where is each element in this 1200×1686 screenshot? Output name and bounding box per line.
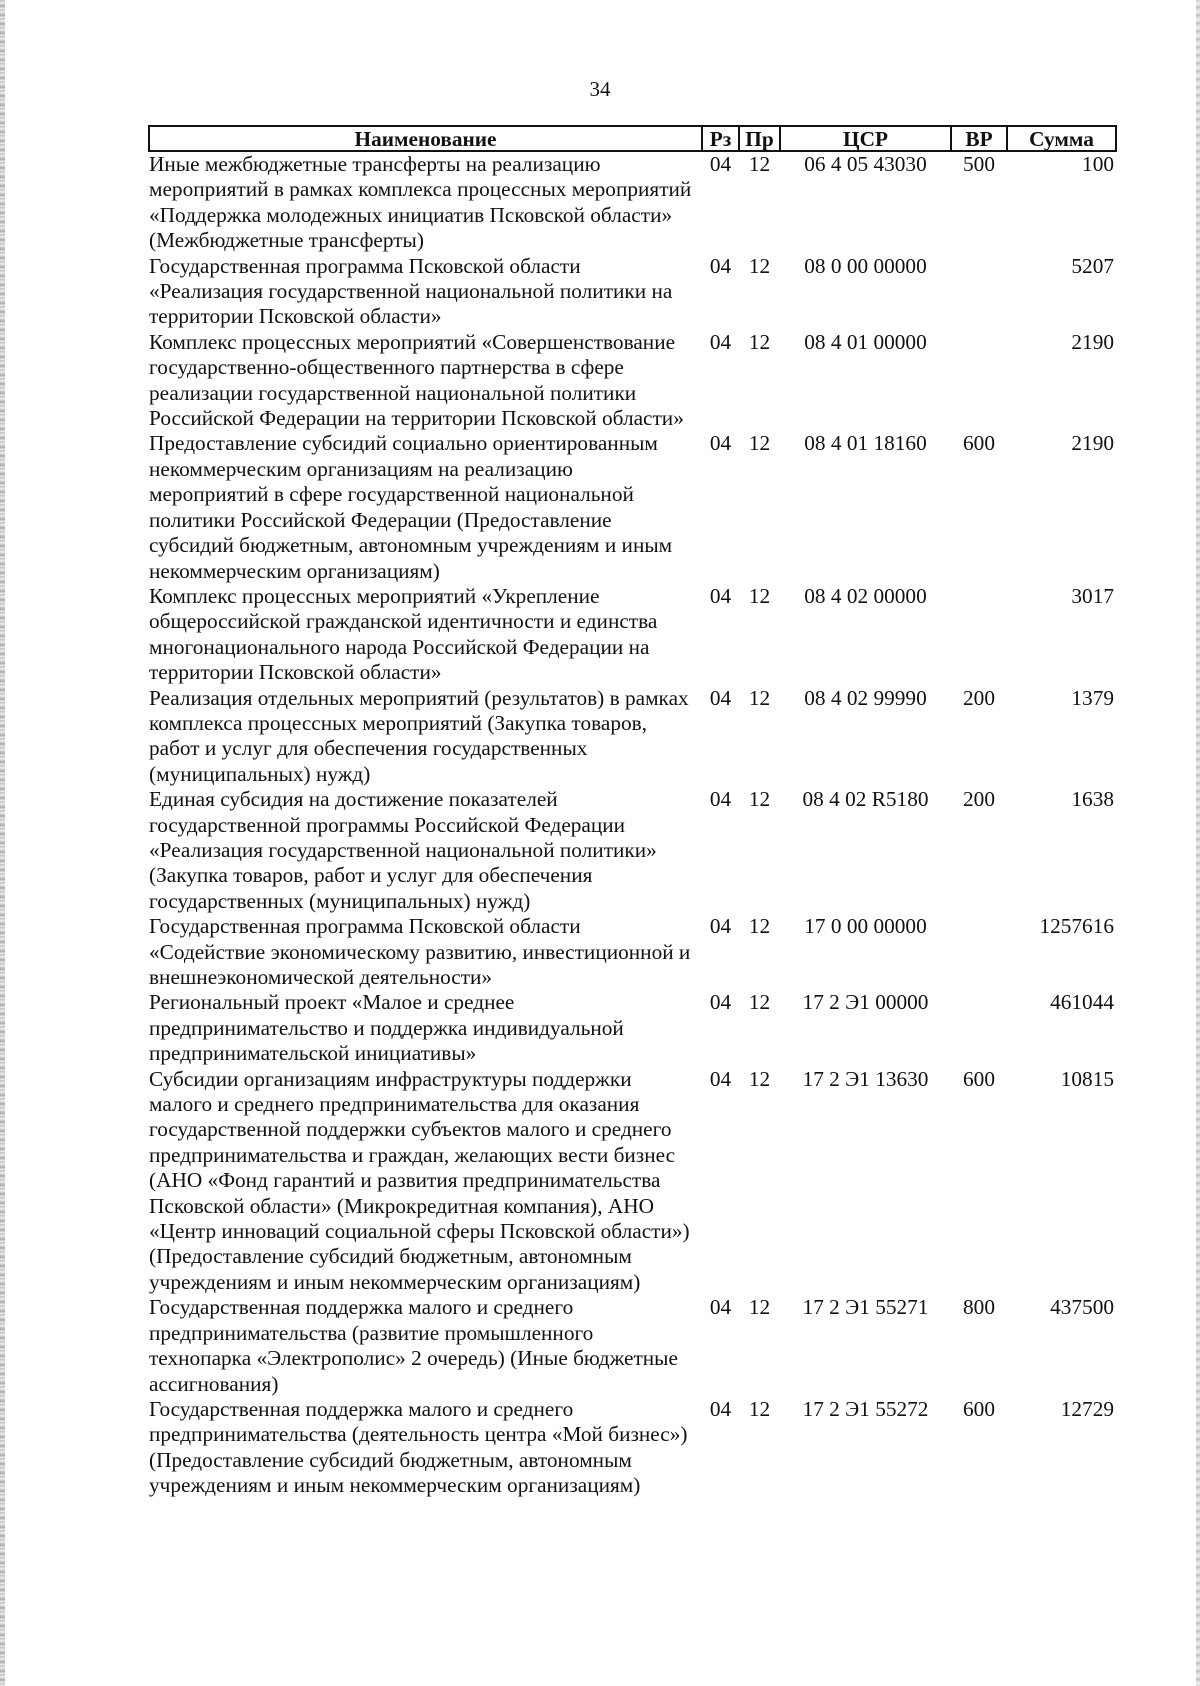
scan-edge-left (0, 0, 5, 1686)
header-vr: ВР (951, 126, 1007, 151)
row-csr: 17 0 00 00000 (804, 914, 927, 939)
row-csr: 17 2 Э1 13630 (802, 1066, 929, 1091)
row-sum: 2190 (1071, 431, 1114, 456)
table-row (149, 1067, 1116, 1296)
row-sum: 12729 (1060, 1396, 1114, 1421)
row-sum: 1638 (1071, 787, 1114, 812)
header-csr: ЦСР (780, 126, 951, 151)
row-vr: 600 (963, 1396, 995, 1421)
row-pr: 12 (748, 1295, 771, 1320)
row-vr: 200 (963, 685, 995, 710)
row-sum: 1257616 (1039, 914, 1114, 939)
budget-table (148, 125, 1117, 1499)
header-rz: Рз (702, 126, 739, 151)
row-sum: 100 (1082, 152, 1114, 176)
row-name: Реализация отдельных мероприятий (результатов) в рамках комплекса процессных мероприятий (Закупка товаров, работ и услуг для обеспечения государственных (муниципальных) нужд) (149, 685, 689, 786)
table-row (149, 431, 1116, 583)
row-csr: 08 4 02 00000 (804, 583, 927, 608)
row-csr: 08 4 01 18160 (804, 431, 927, 456)
row-name: Иные межбюджетные трансферты на реализацию мероприятий в рамках комплекса процессных мероприятий «Поддержка молодежных инициатив Псковской области» (Межбюджетные трансферты) (149, 152, 692, 253)
row-sum: 10815 (1060, 1066, 1114, 1091)
table-row (149, 330, 1116, 432)
table-row (149, 1295, 1116, 1397)
row-rz: 04 (709, 787, 732, 812)
row-pr: 12 (748, 329, 771, 354)
row-csr: 08 0 00 00000 (804, 253, 927, 278)
row-sum: 1379 (1071, 685, 1114, 710)
page-number: 34 (589, 77, 611, 101)
row-csr: 06 4 05 43030 (804, 152, 927, 176)
row-rz: 04 (709, 253, 732, 278)
row-name: Государственная поддержка малого и среднего предпринимательства (развитие промышленного технопарка «Электрополис» 2 очередь) (Иные бюджетные ассигнования) (149, 1295, 678, 1396)
table-row (149, 584, 1116, 686)
row-name: Региональный проект «Малое и среднее предпринимательство и поддержка индивидуальной предпринимательской инициативы» (149, 990, 624, 1066)
row-pr: 12 (748, 990, 771, 1015)
table-body (149, 151, 1116, 1499)
row-rz: 04 (709, 583, 732, 608)
row-csr: 17 2 Э1 55272 (802, 1396, 929, 1421)
row-pr: 12 (748, 787, 771, 812)
table-row (149, 151, 1116, 254)
row-rz: 04 (709, 431, 732, 456)
header-pr: Пр (739, 126, 780, 151)
header-name: Наименование (149, 126, 702, 151)
row-name: Государственная поддержка малого и среднего предпринимательства (деятельность центра «Мой бизнес») (Предоставление субсидий бюджетным, автономным учреждениям и иным некоммерческим организациям) (149, 1396, 688, 1498)
row-pr: 12 (748, 685, 771, 710)
row-name: Комплекс процессных мероприятий «Совершенствование государственно-общественного партнерства в сфере реализации государственной национальной политики Российской Федерации на территории Псковской области» (149, 329, 684, 431)
row-pr: 12 (748, 1066, 771, 1091)
row-sum: 3017 (1071, 583, 1114, 608)
row-csr: 17 2 Э1 00000 (802, 990, 929, 1015)
table-row (149, 686, 1116, 788)
row-pr: 12 (748, 914, 771, 939)
row-sum: 437500 (1050, 1295, 1114, 1320)
row-csr: 17 2 Э1 55271 (802, 1295, 929, 1320)
row-pr: 12 (748, 253, 771, 278)
row-pr: 12 (748, 583, 771, 608)
row-sum: 2190 (1071, 329, 1114, 354)
row-pr: 12 (748, 431, 771, 456)
row-vr (951, 990, 1007, 1066)
row-name: Комплекс процессных мероприятий «Укрепление общероссийской гражданской идентичности и единства многонационального народа Российской Федерации на территории Псковской области» (149, 583, 658, 685)
row-pr: 12 (748, 1396, 771, 1421)
row-vr: 200 (963, 787, 995, 812)
row-rz: 04 (709, 1066, 732, 1091)
row-rz: 04 (709, 914, 732, 939)
table-row (149, 1397, 1116, 1499)
scan-edge-right (1196, 0, 1200, 1686)
row-rz: 04 (709, 1396, 732, 1421)
row-vr: 600 (963, 431, 995, 456)
table-header-row (149, 126, 1116, 151)
row-rz: 04 (709, 685, 732, 710)
row-sum: 5207 (1071, 253, 1114, 278)
table-row (149, 254, 1116, 330)
table-row (149, 990, 1116, 1066)
row-vr (951, 330, 1007, 432)
row-rz: 04 (709, 1295, 732, 1320)
row-csr: 08 4 01 00000 (804, 329, 927, 354)
row-name: Государственная программа Псковской области «Содействие экономическому развитию, инвестиционной и внешнеэкономической деятельности» (149, 914, 691, 989)
row-name: Единая субсидия на достижение показателей государственной программы Российской Федерации «Реализация государственной национальной политики» (Закупка товаров, работ и услуг для обеспечения государственных (муниципальных) нужд) (149, 787, 657, 913)
row-vr (951, 584, 1007, 686)
row-sum: 461044 (1050, 990, 1114, 1015)
row-vr: 800 (963, 1295, 995, 1320)
row-csr: 08 4 02 99990 (804, 685, 927, 710)
row-name: Государственная программа Псковской области «Реализация государственной национальной политики на территории Псковской области» (149, 253, 673, 329)
row-pr: 12 (748, 152, 771, 176)
row-vr: 600 (963, 1066, 995, 1091)
table-row (149, 787, 1116, 914)
row-vr: 500 (963, 152, 995, 176)
row-vr (951, 254, 1007, 330)
row-rz: 04 (709, 329, 732, 354)
row-rz: 04 (709, 990, 732, 1015)
row-rz: 04 (709, 152, 732, 176)
row-name: Субсидии организациям инфраструктуры поддержки малого и среднего предпринимательства для оказания государственной поддержки субъектов малого и среднего предпринимательства и граждан, желающих вести бизнес (АНО «Фонд гарантий и развития предпринимательства Псковской области» (Микрокредитная компания), АНО «Центр инноваций социальной сферы Псковской области») (Предоставление субсидий бюджетным, автономным учреждениям и иным некоммерческим организациям) (149, 1066, 690, 1294)
row-name: Предоставление субсидий социально ориентированным некоммерческим организациям на реализацию мероприятий в сфере государственной национальной политики Российской Федерации (Предоставление субсидий бюджетным, автономным учреждениям и иным некоммерческим организациям) (149, 431, 673, 583)
row-csr: 08 4 02 R5180 (802, 787, 929, 812)
row-vr (951, 914, 1007, 990)
header-sum: Сумма (1007, 126, 1116, 151)
table-row (149, 914, 1116, 990)
